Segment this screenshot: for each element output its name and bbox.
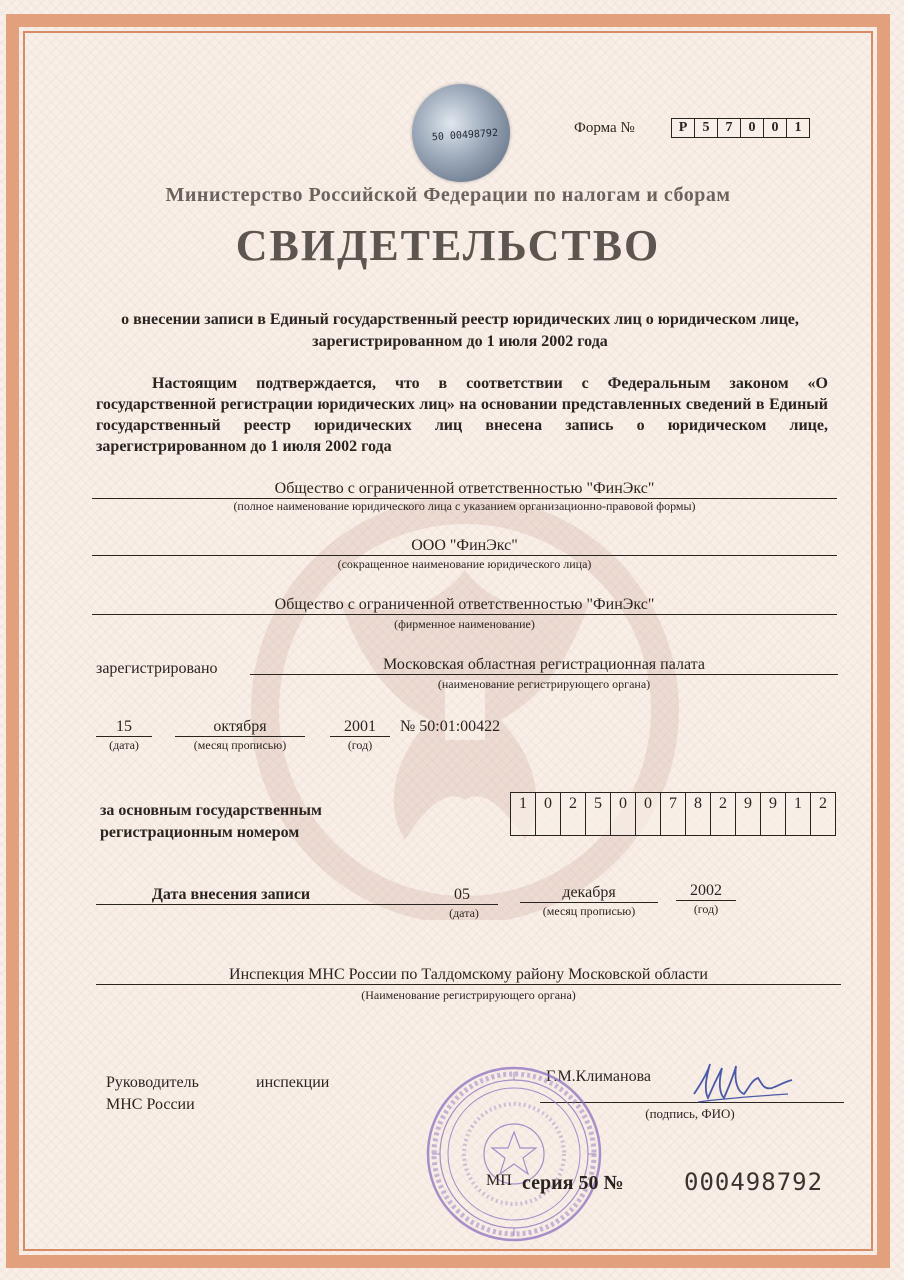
ogrn-digit: 8 xyxy=(685,792,711,836)
reg-year-caption: (год) xyxy=(347,738,373,752)
form-code xyxy=(672,118,810,138)
full-name-value: Общество с ограниченной ответственностью "ФинЭкс" xyxy=(92,480,837,499)
ogrn-digit: 2 xyxy=(710,792,736,836)
registering-authority-value: Московская областная регистрационная палата xyxy=(250,656,838,675)
form-code-cell: 7 xyxy=(717,118,741,138)
short-name-caption: (сокращенное наименование юридического лица) xyxy=(337,557,592,571)
reg-month-caption: (месяц прописью) xyxy=(193,738,287,752)
ogrn-digit: 2 xyxy=(560,792,586,836)
firm-name-value: Общество с ограниченной ответственностью "ФинЭкс" xyxy=(92,596,837,615)
confirmation-paragraph: Настоящим подтверждается, что в соответствии с Федеральным законом «О государственной регистрации юридических лиц» на основании представленных сведений в Единый государственный реестр юридических лиц внесена запись о юридическом лице, зарегистрированном до 1 июля 2002 года xyxy=(96,375,828,455)
signer-role-3: МНС России xyxy=(106,1096,195,1113)
signer-role-2: инспекции xyxy=(256,1074,330,1091)
reg-day-caption: (дата) xyxy=(109,738,139,752)
registered-label: зарегистрировано xyxy=(96,660,218,677)
firm-name-caption: (фирменное наименование) xyxy=(394,617,535,631)
signature-caption: (подпись, ФИО) xyxy=(645,1106,735,1121)
entry-month-value: декабря xyxy=(520,884,658,903)
handwritten-signature xyxy=(688,1054,798,1110)
form-code-cell: Р xyxy=(671,118,695,138)
series-label: серия 50 № xyxy=(522,1172,624,1194)
reg-number: № 50:01:00422 xyxy=(400,718,501,735)
short-name-value: ООО "ФинЭкс" xyxy=(92,537,837,556)
ogrn-digit: 7 xyxy=(660,792,686,836)
seal-place-mark: МП xyxy=(486,1172,512,1189)
form-label: Форма № xyxy=(574,120,635,136)
entry-year-value: 2002 xyxy=(676,882,736,901)
entry-day-value: 05 xyxy=(366,886,498,905)
ogrn-digit: 0 xyxy=(535,792,561,836)
document-title: СВИДЕТЕЛЬСТВО xyxy=(235,221,661,270)
ogrn-digit: 2 xyxy=(810,792,836,836)
ogrn-label: за основным государственным регистрационным номером xyxy=(100,802,322,841)
reg-year-value: 2001 xyxy=(330,718,390,737)
hologram-number: 50 00498792 xyxy=(431,127,499,144)
entry-year-caption: (год) xyxy=(693,902,719,916)
ministry-name: Министерство Российской Федерации по налогам и сборам xyxy=(165,184,731,206)
form-code-cell: 0 xyxy=(740,118,764,138)
entry-month-caption: (месяц прописью) xyxy=(542,904,636,918)
series-number: 000498792 xyxy=(684,1168,824,1196)
ogrn-digit: 9 xyxy=(735,792,761,836)
form-code-cell: 1 xyxy=(786,118,810,138)
registering-authority-caption: (наименование регистрирующего органа) xyxy=(437,677,651,691)
full-name-caption: (полное наименование юридического лица с указанием организационно-правовой формы) xyxy=(233,499,696,513)
reg-month-value: октября xyxy=(175,718,305,737)
official-round-stamp xyxy=(424,1064,604,1244)
signer-name: Г.М.Климанова xyxy=(546,1068,652,1085)
signer-role-1: Руководитель xyxy=(106,1074,199,1091)
inspection-value: Инспекция МНС России по Талдомскому району Московской области xyxy=(96,966,841,985)
ogrn-digit: 0 xyxy=(610,792,636,836)
ogrn-digit: 0 xyxy=(635,792,661,836)
ogrn-digit: 1 xyxy=(510,792,536,836)
ogrn-digit: 9 xyxy=(760,792,786,836)
inspection-caption: (Наименование регистрирующего органа) xyxy=(361,988,576,1002)
form-code-cell: 5 xyxy=(694,118,718,138)
ogrn-digit: 5 xyxy=(585,792,611,836)
entry-day-caption: (дата) xyxy=(449,906,479,920)
ogrn-digit: 1 xyxy=(785,792,811,836)
reg-day-value: 15 xyxy=(96,718,152,737)
document-subtitle: о внесении записи в Единый государственный реестр юридических лиц о юридическом лице, зарегистрированном до 1 июля 2002 года xyxy=(121,311,799,350)
form-code-cell: 0 xyxy=(763,118,787,138)
ogrn-number xyxy=(511,792,836,836)
entry-date-label: Дата внесения записи xyxy=(96,886,366,905)
